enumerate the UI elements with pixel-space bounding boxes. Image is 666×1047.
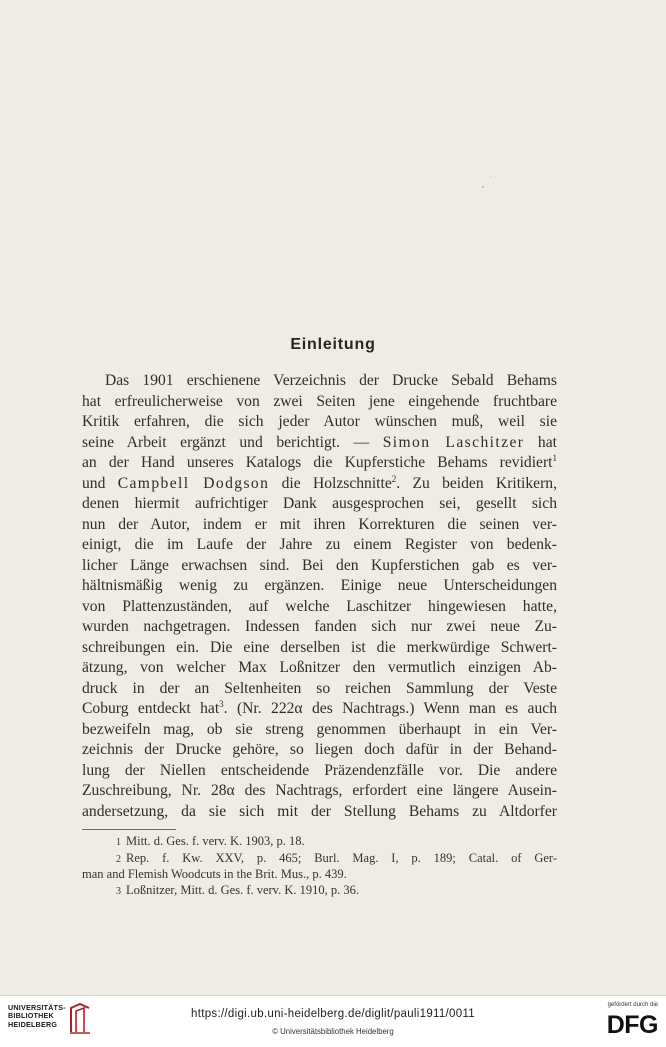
footnote-text: Loßnitzer, Mitt. d. Ges. f. verv. K. 1910, p. 36. <box>126 882 360 897</box>
text-segment: seine Arbeit ergänzt und berichtigt. — <box>82 433 383 451</box>
library-name-line: HEIDELBERG <box>8 1019 58 1029</box>
footnote-text: man and Flemish Woodcuts in the Brit. Mus., p. 439. <box>82 867 347 881</box>
footnote <box>82 851 557 868</box>
footnote-divider <box>82 829 176 830</box>
text-segment: . (Nr. 222α des Nachtrags.) Wenn man es auch <box>223 700 557 717</box>
person-name: Campbell Dodgson <box>117 474 270 492</box>
text-line <box>82 474 557 495</box>
dfg-logo[interactable]: DFG <box>606 1011 658 1039</box>
text-segment: und <box>82 474 118 492</box>
text-line: schreibungen ein. Die eine derselben ist die merkwürdige Schwert- <box>82 638 557 656</box>
paper-speck <box>482 186 484 188</box>
paper-speck <box>490 176 491 177</box>
footnote-ref: 3 <box>219 699 224 709</box>
text-line: Das 1901 erschienene Verzeichnis der Drucke Sebald Behams <box>105 372 557 389</box>
text-line: wurden nachgetragen. Indessen fanden sich nur zwei neue Zu- <box>82 618 557 635</box>
footnote-ref: 1 <box>552 453 557 463</box>
funding-label: gefördert durch die <box>607 1002 658 1008</box>
text-segment: Coburg entdeckt hat <box>82 700 220 717</box>
text-line: hat erfreulicherweise von zwei Seiten jene eingehende fruchtbare <box>82 392 557 410</box>
footnote <box>82 834 557 851</box>
text-line: Zuschreibung, Nr. 28α des Nachtrags, erfordert eine längere Ausein- <box>82 782 557 799</box>
text-line: lung der Niellen entscheidende Präzendenzfälle vor. Die andere <box>82 761 557 779</box>
text-line: einigt, die im Laufe der Jahre zu einem Register von bedenk- <box>82 536 557 553</box>
footnote-continuation <box>82 867 557 883</box>
copyright-notice: © Universitätsbibliothek Heidelberg <box>272 1027 394 1036</box>
text-line: nun der Autor, indem er mit ihren Korrekturen die seinen ver- <box>82 515 557 533</box>
page-heading: Einleitung <box>290 336 376 353</box>
text-line: hältnismäßig wenig zu ergänzen. Einige neue Unterscheidungen <box>82 577 557 594</box>
text-segment: an der Hand unseres Katalogs die Kupferstiche Behams revidiert <box>82 454 553 471</box>
footnote-text: Mitt. d. Ges. f. verv. K. 1903, p. 18. <box>126 834 305 848</box>
viewer-footer <box>0 995 666 1047</box>
footnote-ref: 2 <box>391 473 397 484</box>
footnote <box>82 883 557 900</box>
permalink-url[interactable]: https://digi.ub.uni-heidelberg.de/diglit/pauli1911/0011 <box>191 1008 475 1020</box>
footnote-text: Rep. f. Kw. XXV, p. 465; Burl. Mag. I, p. 189; Catal. of Ger- <box>126 850 557 865</box>
text-line: andersetzung, da sie sich mit der Stellung Behams zu Altdorfer <box>82 802 557 820</box>
footnote-number: 3 <box>116 885 121 897</box>
body-paragraph <box>82 371 557 822</box>
text-line: ätzung, von welcher Max Loßnitzer den vermutlich einzigen Ab- <box>82 659 557 676</box>
library-name-line: UNIVERSITÄTS- <box>8 1003 66 1012</box>
text-segment: hat <box>524 433 557 451</box>
text-line: druck in der an Seltenheiten so reichen Sammlung der Veste <box>82 679 557 697</box>
text-line <box>82 433 557 454</box>
text-segment: . Zu beiden Kritikern, <box>396 474 557 492</box>
text-line: licher Länge erwachsen sind. Bei den Kupferstichen gab es ver- <box>82 556 557 574</box>
text-line: Kritik erfahren, die sich jeder Autor wünschen muß, weil sie <box>82 413 557 430</box>
text-line <box>82 699 557 720</box>
library-name-line: BIBLIOTHEK <box>8 1011 54 1021</box>
footnote-number: 1 <box>116 837 121 848</box>
person-name: Simon Laschitzer <box>382 433 525 451</box>
text-line: denen hiermit aufrichtiger Dank ausgesprochen sei, gesellt sich <box>82 495 557 512</box>
text-line: bezweifeln mag, ob sie streng genommen überhaupt in ein Ver- <box>82 720 557 738</box>
text-line <box>82 453 557 474</box>
text-segment: die Holzschnitte <box>269 474 392 492</box>
footnote-number: 2 <box>116 853 121 865</box>
text-line: von Plattenzuständen, auf welche Laschitzer hingewiesen hatte, <box>82 597 557 615</box>
footnotes <box>82 834 557 899</box>
text-line: zeichnis der Drucke gehöre, so liegen doch dafür in der Behand- <box>82 741 557 758</box>
